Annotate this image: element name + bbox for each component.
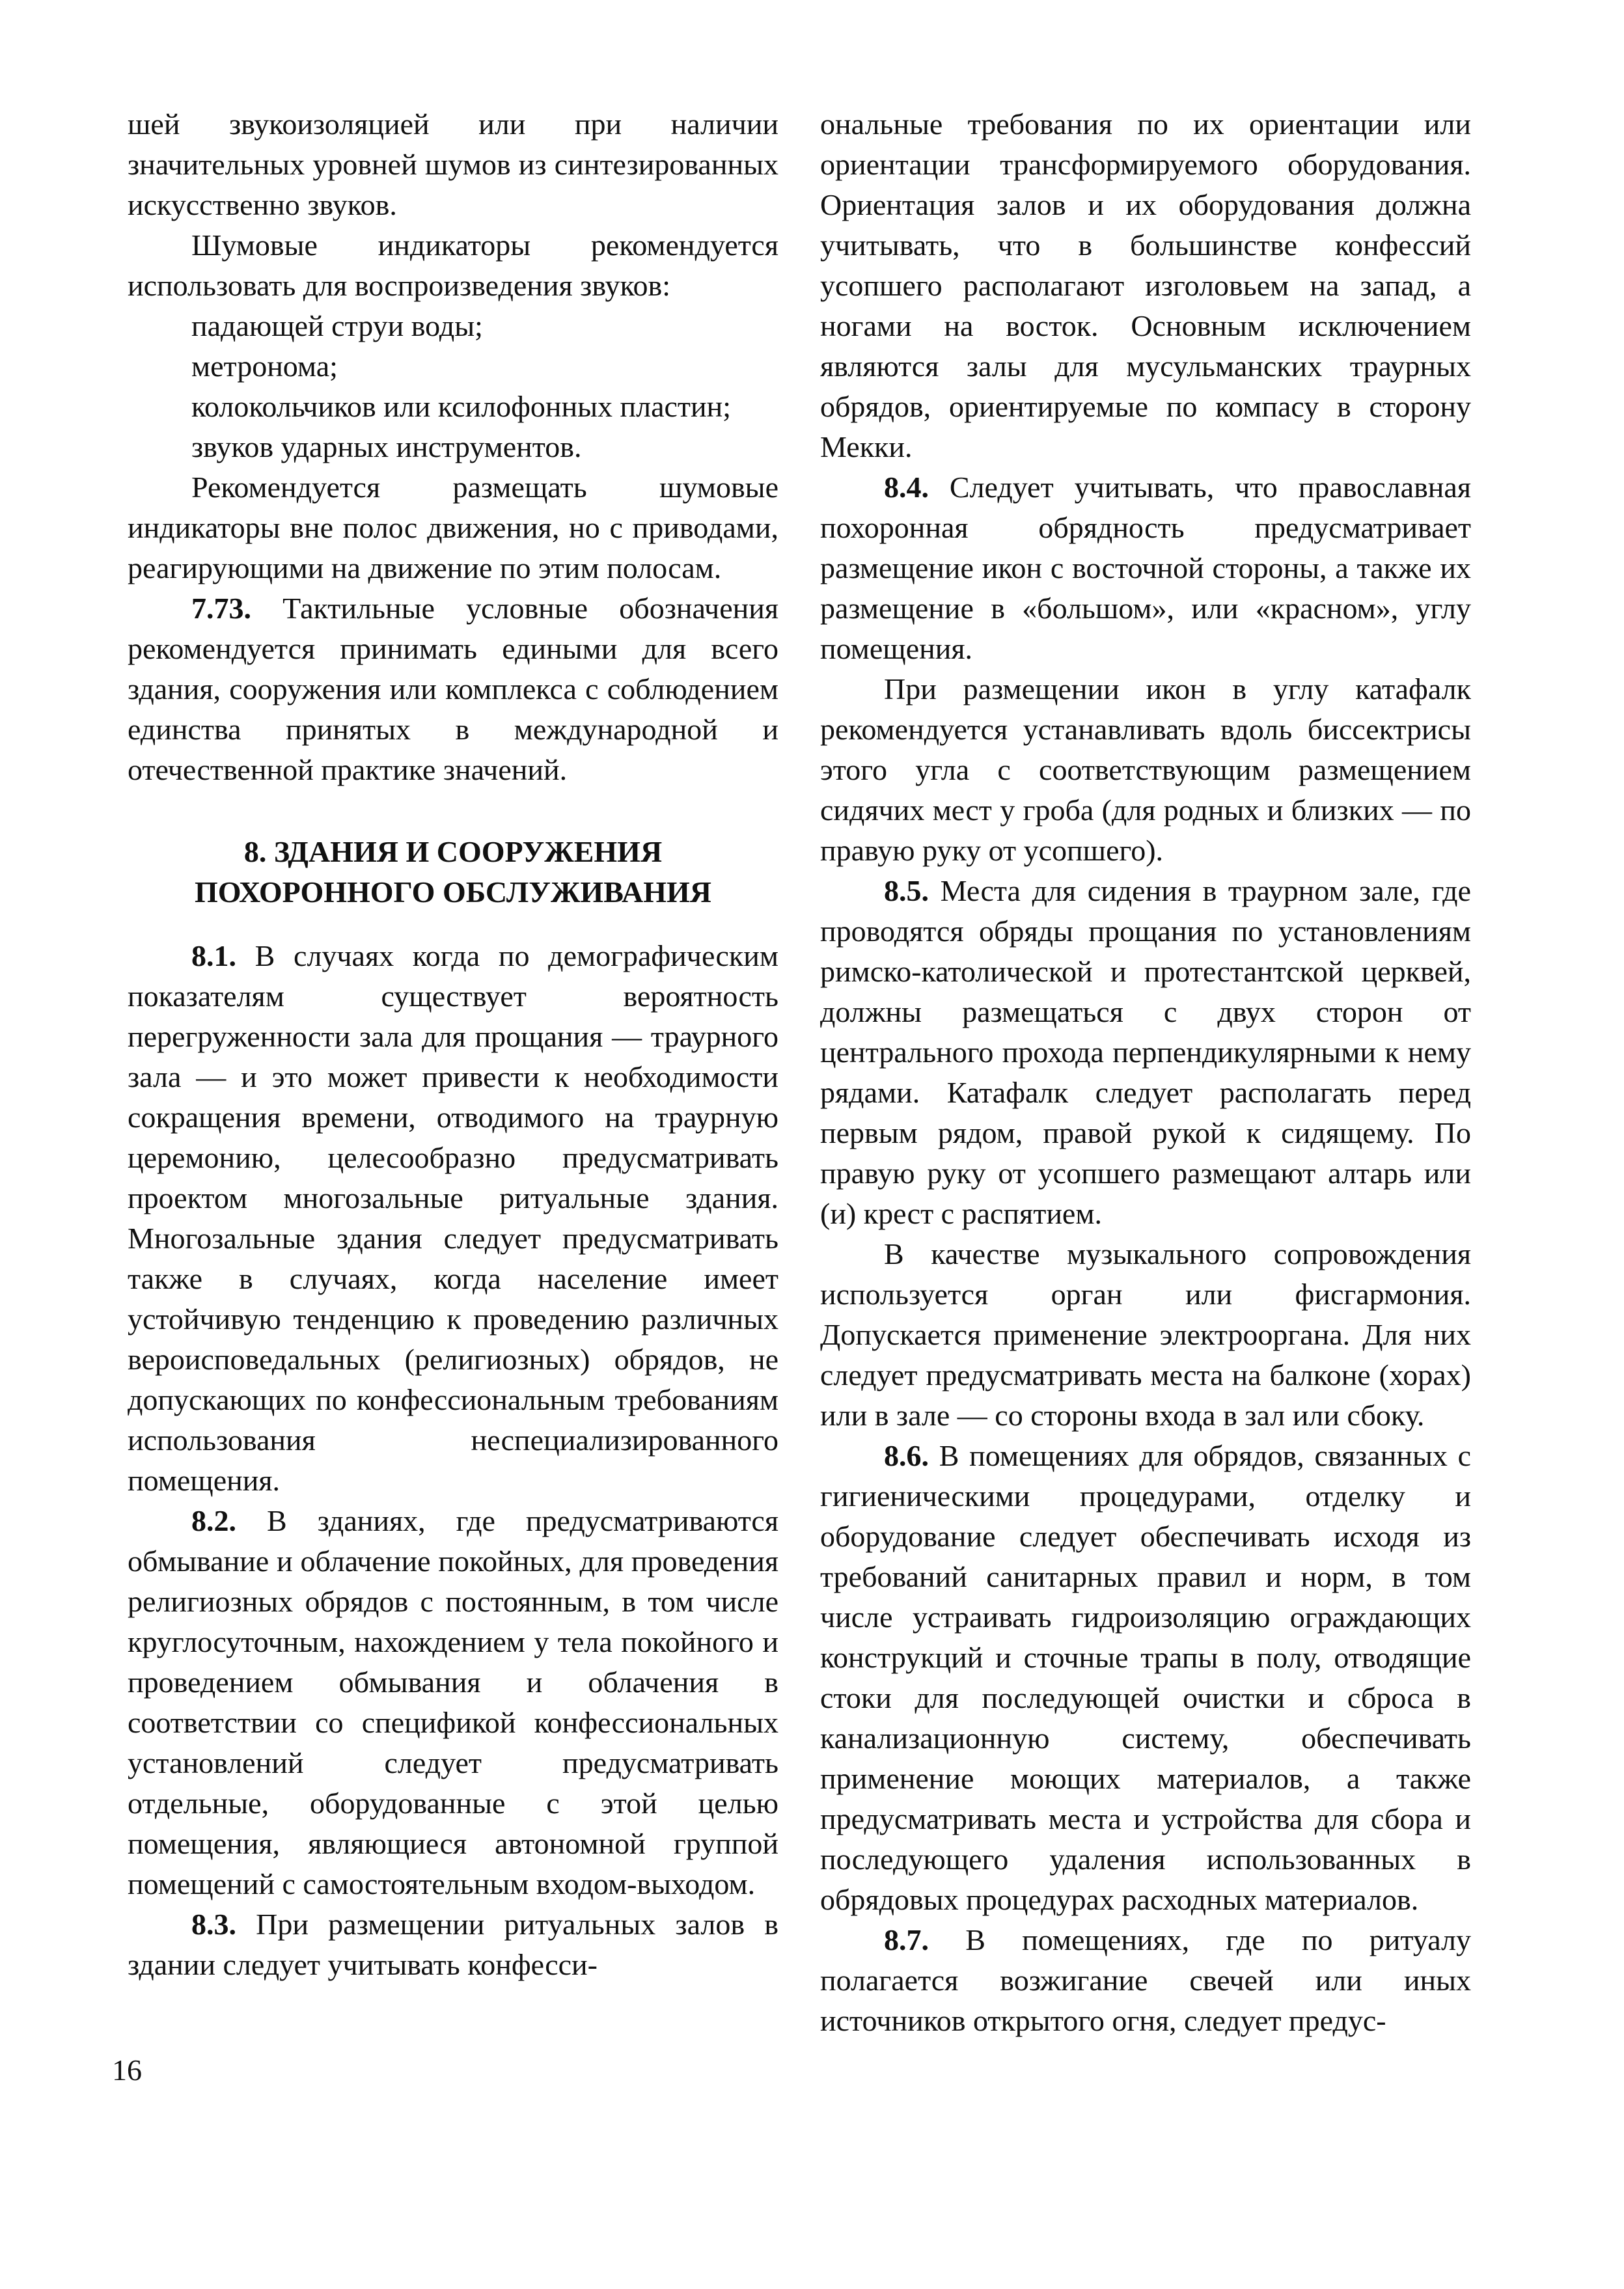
list-item: падающей струи воды; bbox=[191, 309, 483, 342]
clause-text: Места для сидения в траурном зале, где проводятся обряды прощания по установлениям римско-католической и протестантской церквей, должны размещаться с двух сторон от центрального прохода перпендикулярными к нему рядами. Катафалк следует располагать перед первым рядом, правой рукой к сидящему. По правую руку от усопшего размещают алтарь или (и) крест с распятием. bbox=[820, 874, 1471, 1230]
section-heading-line2: ПОХОРОННОГО ОБСЛУЖИВАНИЯ bbox=[194, 875, 712, 909]
paragraph-icons: При размещении икон в углу катафалк рекомендуется устанавливать вдоль биссектрисы этого угла с соответствующим размещением сидячих мест у гроба (для родных и близких — по правую руку от усопшего). bbox=[820, 672, 1471, 867]
paragraph-noise-indicators: Шумовые индикаторы рекомендуется использовать для воспроизведения звуков: bbox=[128, 228, 778, 302]
clause-number: 7.73. bbox=[191, 592, 251, 625]
paragraph-continuation: ональные требования по их ориентации или ориентации трансформируемого оборудования. Ориентация залов и их оборудования должна учитывать, что в большинстве конфессий усопшего располагают изголовьем на запад, а ногами на восток. Основным исключением являются залы для мусульманских траурных обрядов, ориентируемые по компасу в сторону Мекки. bbox=[820, 107, 1471, 463]
clause-8-1 bbox=[128, 936, 778, 1501]
section-heading bbox=[128, 832, 778, 912]
clause-8-2 bbox=[128, 1501, 778, 1904]
clause-text: В случаях когда по демографическим показателям существует вероятность перегруженности зала для прощания — траурного зала — и это может привести к необходимости сокращения времени, отводимого на траурную церемонию, целесообразно предусматривать проектом многозальные ритуальные здания. Многозальные здания следует предусматривать также в случаях, когда население имеет устойчивую тенденцию к проведению различных вероисповедальных (религиозных) обрядов, не допускающих по конфессиональным требованиям использования неспециализированного помещения. bbox=[128, 939, 778, 1497]
list-item: звуков ударных инструментов. bbox=[191, 430, 582, 463]
clause-number: 8.6. bbox=[884, 1439, 929, 1472]
page-number: 16 bbox=[112, 2053, 142, 2087]
section-heading-line1: 8. ЗДАНИЯ И СООРУЖЕНИЯ bbox=[243, 835, 663, 868]
clause-text: При размещении ритуальных залов в здании следует учитывать конфесси- bbox=[128, 1908, 778, 1981]
left-column bbox=[128, 104, 778, 1985]
right-column bbox=[820, 104, 1471, 2041]
clause-8-6 bbox=[820, 1436, 1471, 1920]
clause-8-4 bbox=[820, 467, 1471, 669]
clause-number: 8.7. bbox=[884, 1923, 929, 1956]
paragraph-continuation: шей звукоизоляцией или при наличии значительных уровней шумов из синтезированных искусственно звуков. bbox=[128, 107, 778, 221]
clause-text: В зданиях, где предусматриваются обмывание и облачение покойных, для проведения религиозных обрядов с постоянным, в том числе круглосуточным, нахождением у тела покойного и проведением обмывания и облачения в соответствии со спецификой конфессиональных установлений следует предусматривать отдельные, оборудованные с этой целью помещения, являющиеся автономной группой помещений с самостоятельным входом-выходом. bbox=[128, 1504, 778, 1900]
clause-number: 8.1. bbox=[191, 939, 236, 972]
clause-number: 8.4. bbox=[884, 471, 929, 504]
clause-8-5 bbox=[820, 871, 1471, 1234]
paragraph-music: В качестве музыкального сопровождения используется орган или фисгармония. Допускается применение электрооргана. Для них следует предусматривать места на балконе (хорах) или в зале — со стороны входа в зал или сбоку. bbox=[820, 1237, 1471, 1432]
clause-number: 8.2. bbox=[191, 1504, 236, 1537]
paragraph-placement: Рекомендуется размещать шумовые индикаторы вне полос движения, но с приводами, реагирующими на движение по этим полосам. bbox=[128, 471, 778, 584]
clause-text: Тактильные условные обозначения рекомендуется принимать едиными для всего здания, сооружения или комплекса с соблюдением единства принятых в международной и отечественной практике значений. bbox=[128, 592, 778, 786]
list-item: колокольчиков или ксилофонных пластин; bbox=[191, 390, 732, 423]
clause-text: В помещениях для обрядов, связанных с гигиеническими процедурами, отделку и оборудование следует обеспечивать исходя из требований санитарных правил и норм, в том числе устраивать гидроизоляцию ограждающих конструкций и сточные трапы в полу, отводящие стоки для последующей очистки и сброса в канализационную систему, обеспечивать применение моющих материалов, а также предусматривать места и устройства для сбора и последующего удаления использованных в обрядовых процедурах расходных материалов. bbox=[820, 1439, 1471, 1916]
clause-text: Следует учитывать, что православная похоронная обрядность предусматривает размещение икон с восточной стороны, а также их размещение в «большом», или «красном», углу помещения. bbox=[820, 471, 1471, 665]
clause-number: 8.3. bbox=[191, 1908, 236, 1941]
clause-8-3 bbox=[128, 1904, 778, 1985]
clause-text: В помещениях, где по ритуалу полагается возжигание свечей или иных источников открытого огня, следует предус- bbox=[820, 1923, 1471, 2037]
list-item: метронома; bbox=[191, 350, 338, 383]
clause-number: 8.5. bbox=[884, 874, 929, 907]
clause-7-73 bbox=[128, 588, 778, 790]
clause-8-7 bbox=[820, 1920, 1471, 2041]
